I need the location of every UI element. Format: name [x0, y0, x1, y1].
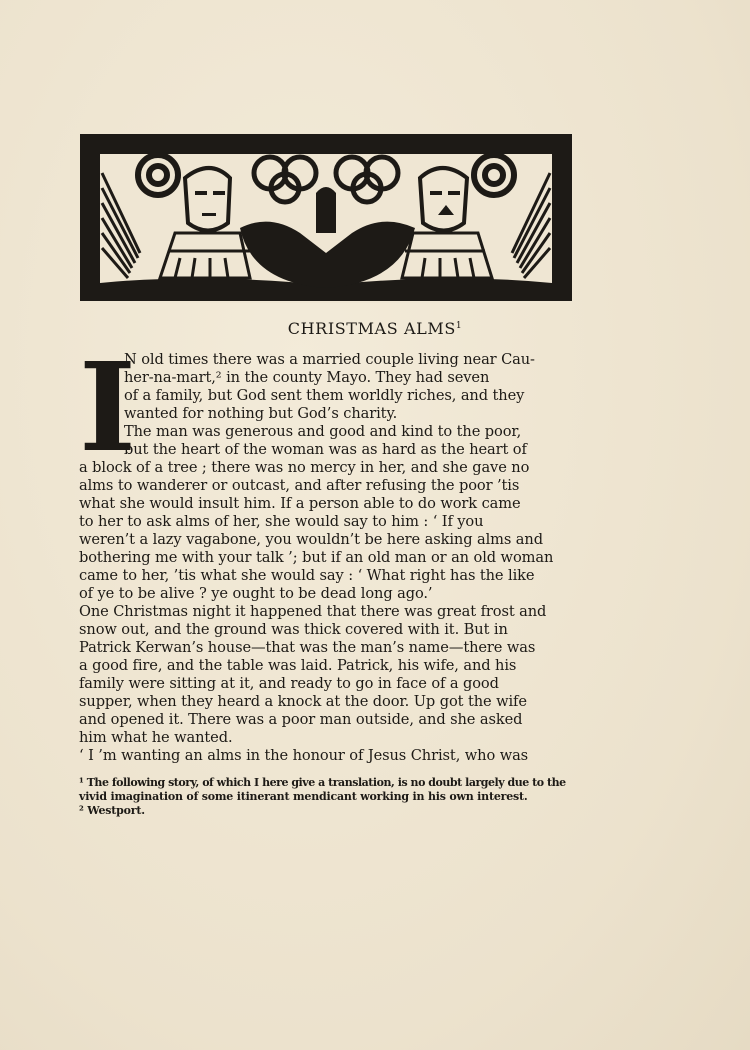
footnote-line: ² Westport.	[79, 804, 145, 817]
footnote-line: vivid imagination of some itinerant mendicant working in his own interest.	[79, 790, 528, 803]
body-line: of ye to be alive ? ye ought to be dead long ago.’	[79, 585, 433, 602]
body-line: alms to wanderer or outcast, and after refusing the poor ’tis	[79, 477, 520, 494]
body-line: what she would insult him. If a person able to do work came	[79, 495, 521, 512]
body-line: family were sitting at it, and ready to go in face of a good	[79, 675, 499, 692]
body-line: Patrick Kerwan’s house—that was the man’s name—there was	[79, 639, 536, 656]
footnote-line: ¹ The following story, of which I here give a translation, is no doubt largely due to the	[79, 776, 566, 789]
body-line: her-na-mart,² in the county Mayo. They had seven	[124, 369, 490, 386]
body-line: him what he wanted.	[79, 729, 233, 746]
drop-cap-letter: I	[79, 335, 137, 479]
body-line: a good fire, and the table was laid. Patrick, his wife, and his	[79, 657, 517, 674]
body-line: supper, when they heard a knock at the door. Up got the wife	[79, 693, 527, 710]
body-line: snow out, and the ground was thick covered with it. But in	[79, 621, 508, 638]
woodcut-headpiece-illustration	[80, 133, 573, 303]
body-line: One Christmas night it happened that there was great frost and	[79, 603, 547, 620]
body-line: a block of a tree ; there was no mercy in her, and she gave no	[79, 459, 530, 476]
body-line: ‘ I ’m wanting an alms in the honour of Jesus Christ, who was	[79, 747, 529, 764]
title-footnote-marker: 1	[455, 321, 463, 331]
body-line: The man was generous and good and kind to the poor,	[124, 423, 522, 440]
body-line: but the heart of the woman was as hard as the heart of	[124, 441, 527, 458]
chapter-title-text: CHRISTMAS ALMS	[287, 319, 456, 338]
body-line: wanted for nothing but God’s charity.	[124, 405, 398, 422]
body-line: and opened it. There was a poor man outside, and she asked	[79, 711, 523, 728]
body-line: of a family, but God sent them worldly riches, and they	[124, 387, 525, 404]
body-line: N old times there was a married couple living near Cau-	[124, 351, 535, 368]
body-line: came to her, ’tis what she would say : ‘ What right has the like	[79, 567, 535, 584]
body-line: weren’t a lazy vagabone, you wouldn’t be here asking alms and	[79, 531, 543, 548]
body-line: to her to ask alms of her, she would say to him : ‘ If you	[79, 513, 484, 530]
body-line: bothering me with your talk ’; but if an old man or an old woman	[79, 549, 554, 566]
